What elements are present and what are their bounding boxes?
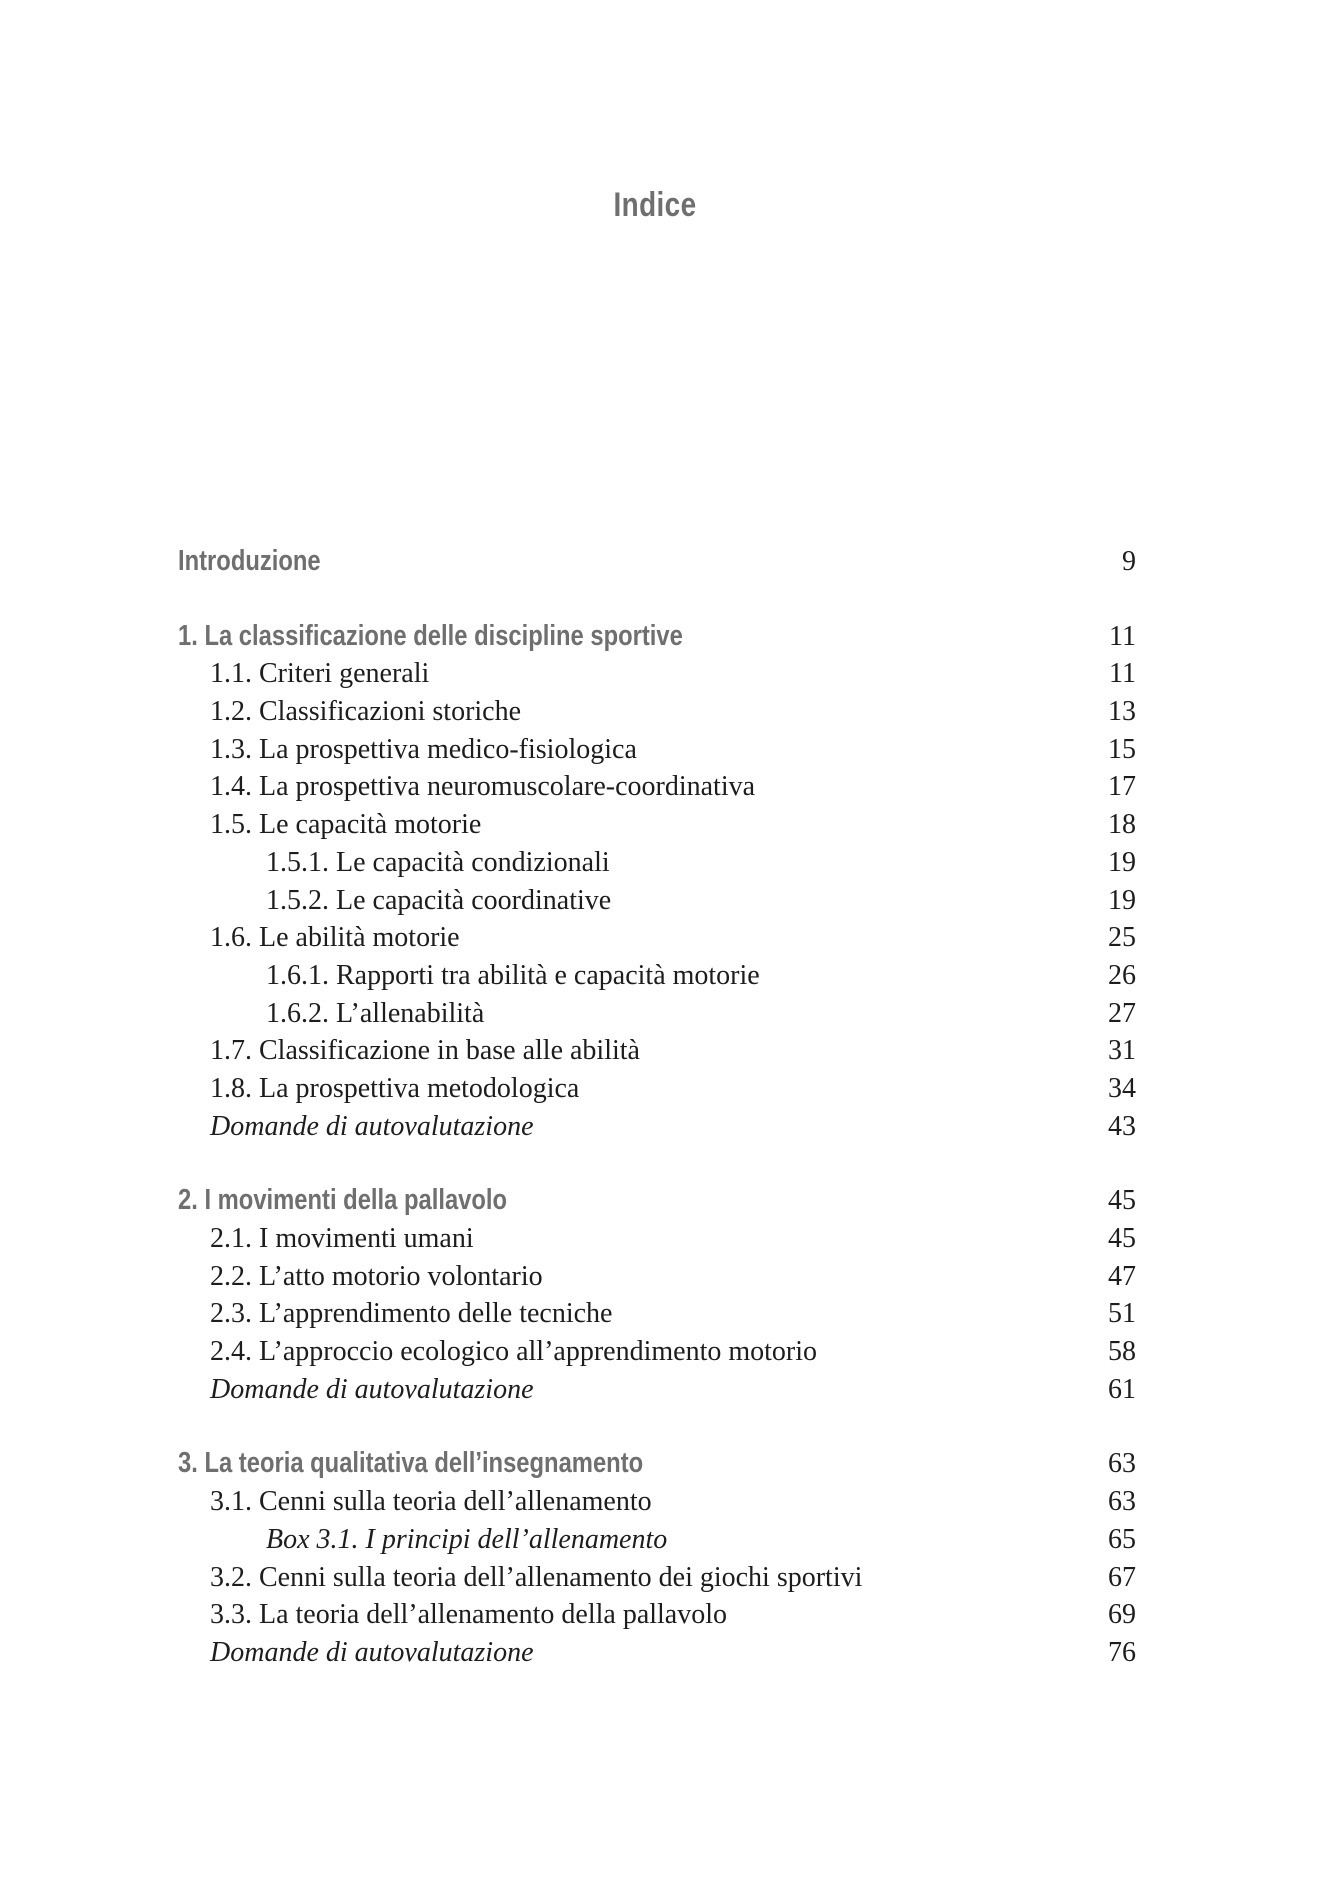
toc-entry <box>178 919 1136 957</box>
toc-entry <box>178 1596 1136 1634</box>
toc-page-number: 69 <box>1108 1599 1136 1631</box>
toc-section <box>178 1445 1136 1671</box>
toc-entry-label: 1.8. La prospettiva metodologica <box>210 1072 580 1104</box>
toc-entry-label: 2.1. I movimenti umani <box>210 1223 474 1254</box>
toc-entry-label: 3.2. Cenni sulla teoria dell’allenamento dei giochi sportivi <box>210 1561 863 1593</box>
toc-page-number: 34 <box>1108 1072 1136 1104</box>
toc-page-number: 76 <box>1108 1636 1136 1668</box>
toc-page-number: 11 <box>1109 658 1136 690</box>
toc-entry <box>178 1483 1136 1521</box>
toc-page-number: 61 <box>1108 1373 1136 1405</box>
toc-entry-label: 1.2. Classificazioni storiche <box>210 696 522 728</box>
toc-section <box>178 618 1136 1146</box>
toc-entry <box>178 655 1136 693</box>
toc-entry-label: 3.1. Cenni sulla teoria dell’allenamento <box>210 1486 652 1518</box>
toc-entry <box>178 1258 1136 1296</box>
toc-section <box>178 1182 1136 1408</box>
toc-page-number: 45 <box>1108 1223 1136 1254</box>
toc-entry-label: 3.3. La teoria dell’allenamento della pallavolo <box>210 1599 728 1631</box>
toc-entry-label: Domande di autovalutazione <box>210 1110 534 1142</box>
toc-entry-label: Domande di autovalutazione <box>210 1636 534 1668</box>
toc-page-number: 17 <box>1108 771 1136 803</box>
toc-entry <box>178 1108 1136 1146</box>
toc-page-number: 51 <box>1108 1298 1136 1330</box>
toc-section <box>178 543 1136 581</box>
toc-page-number: 63 <box>1108 1448 1136 1480</box>
toc-entry <box>178 693 1136 731</box>
toc-page-number: 26 <box>1108 959 1136 991</box>
toc-page-number: 25 <box>1108 922 1136 954</box>
toc-entry-label: Box 3.1. I principi dell’allenamento <box>266 1523 668 1555</box>
toc-page-number: 47 <box>1108 1260 1136 1292</box>
toc-entry-label: 2.4. L’approccio ecologico all’apprendimento motorio <box>210 1336 818 1368</box>
toc-entry <box>178 882 1136 920</box>
toc-entry-label: 1.6.2. L’allenabilità <box>266 997 485 1029</box>
toc-entry <box>178 1295 1136 1333</box>
toc-entry <box>178 1220 1136 1258</box>
toc-page-number: 15 <box>1108 733 1136 765</box>
toc-chapter-entry <box>178 543 1136 581</box>
toc-entry-label: 1. La classificazione delle discipline sportive <box>178 619 683 652</box>
toc-entry-label: 2. I movimenti della pallavolo <box>178 1184 508 1217</box>
toc-entry-label: 1.1. Criteri generali <box>210 658 430 690</box>
toc-chapter-entry <box>178 1445 1136 1483</box>
toc-entry <box>178 1521 1136 1559</box>
toc-page-number: 58 <box>1108 1336 1136 1368</box>
toc-entry-label: 2.3. L’apprendimento delle tecniche <box>210 1298 613 1330</box>
toc-page-number: 9 <box>1122 546 1136 577</box>
toc-page-number: 27 <box>1108 997 1136 1029</box>
toc-entry-label: 2.2. L’atto motorio volontario <box>210 1260 543 1292</box>
toc-page-number: 43 <box>1108 1110 1136 1142</box>
toc-entry <box>178 1559 1136 1597</box>
page-title: Indice <box>613 186 697 224</box>
table-of-contents <box>178 543 1136 1709</box>
toc-entry-label: 1.6. Le abilità motorie <box>210 922 460 954</box>
toc-entry-label: 1.3. La prospettiva medico-fisiologica <box>210 733 637 765</box>
toc-entry <box>178 1333 1136 1371</box>
toc-entry <box>178 1070 1136 1108</box>
toc-entry-label: Introduzione <box>178 545 321 577</box>
toc-entry <box>178 844 1136 882</box>
toc-chapter-entry <box>178 618 1136 656</box>
toc-entry-label: 1.5. Le capacità motorie <box>210 809 482 841</box>
toc-page-number: 18 <box>1108 809 1136 841</box>
toc-entry-label: 3. La teoria qualitativa dell’insegnamento <box>178 1447 644 1480</box>
toc-entry <box>178 806 1136 844</box>
toc-page-number: 13 <box>1108 696 1136 728</box>
toc-entry-label: 1.5.1. Le capacità condizionali <box>266 846 610 878</box>
toc-chapter-entry <box>178 1182 1136 1220</box>
toc-entry <box>178 995 1136 1033</box>
toc-entry-label: 1.5.2. Le capacità coordinative <box>266 884 612 916</box>
toc-entry <box>178 768 1136 806</box>
toc-entry-label: 1.6.1. Rapporti tra abilità e capacità motorie <box>266 959 760 991</box>
toc-page-number: 63 <box>1108 1486 1136 1518</box>
toc-page-number: 65 <box>1108 1523 1136 1555</box>
toc-entry <box>178 957 1136 995</box>
toc-entry <box>178 731 1136 769</box>
toc-entry <box>178 1371 1136 1409</box>
toc-page-number: 45 <box>1108 1185 1136 1217</box>
toc-page-number: 11 <box>1109 620 1136 652</box>
toc-page-number: 19 <box>1108 846 1136 878</box>
toc-page-number: 67 <box>1108 1561 1136 1593</box>
toc-entry-label: 1.7. Classificazione in base alle abilità <box>210 1035 640 1067</box>
toc-entry <box>178 1634 1136 1672</box>
toc-entry-label: Domande di autovalutazione <box>210 1373 534 1405</box>
toc-page-number: 19 <box>1108 884 1136 916</box>
toc-entry-label: 1.4. La prospettiva neuromuscolare-coordinativa <box>210 771 756 803</box>
toc-page-number: 31 <box>1108 1035 1136 1067</box>
toc-entry <box>178 1032 1136 1070</box>
